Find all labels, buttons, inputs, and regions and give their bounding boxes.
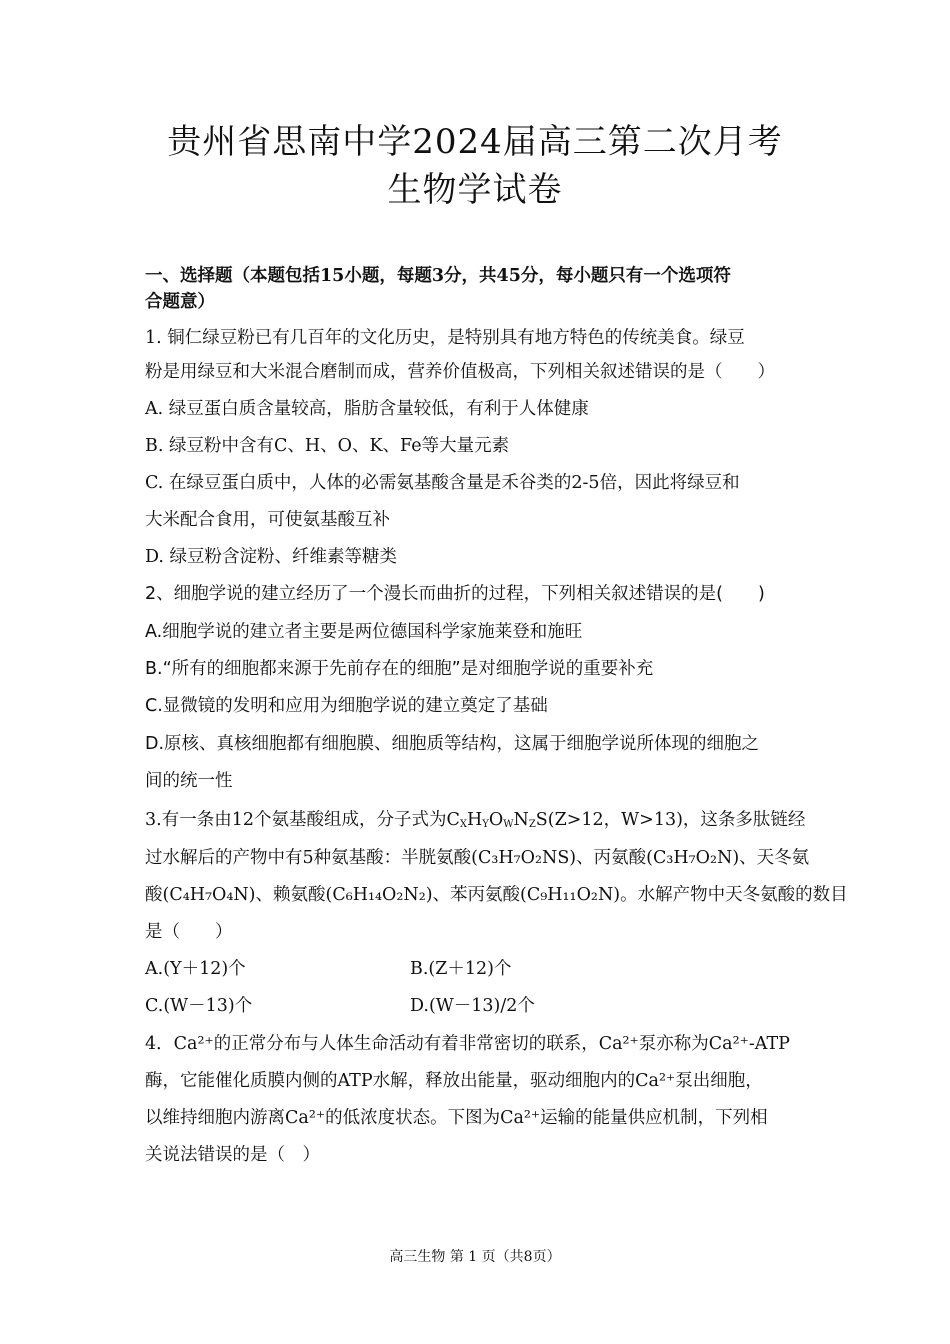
section-heading: 一、选择题（本题包括15小题，每题3分，共45分，每小题只有一个选项符 [145, 266, 731, 286]
q2-stem: 2、细胞学说的建立经历了一个漫长而曲折的过程，下列相关叙述错误的是( ) [145, 584, 765, 604]
exam-subtitle: 生物学试卷 [387, 170, 563, 210]
q1-option-c-continued: 大米配合食用，可使氨基酸互补 [145, 510, 390, 530]
section-heading-continued: 合题意） [145, 292, 215, 312]
q1-option-d: D. 绿豆粉含淀粉、纤维素等糖类 [145, 547, 398, 567]
q3-stem-text: 3.有一条由12个氨基酸组成，分子式为 [145, 810, 447, 830]
q1-option-b: B. 绿豆粉中含有C、H、O、K、Fe等大量元素 [145, 436, 510, 456]
q3-stem-continued-2: 酸(C₄H₇O₄N)、赖氨酸(C₆H₁₄O₂N₂)、苯丙氨酸(C₉H₁₁O₂N)。水解产物中天冬氨酸的数目 [145, 885, 848, 905]
q4-stem-continued-2: 以维持细胞内游离Ca²⁺的低浓度状态。下图为Ca²⁺运输的能量供应机制，下列相 [145, 1108, 768, 1128]
q3-stem-text-end: (Z>12，W>13)，这条多肽链经 [547, 810, 806, 830]
q3-formula: $C_XH_YO_WN_ZS$ [446, 810, 548, 830]
exam-title: 贵州省思南中学2024届高三第二次月考 [167, 122, 783, 162]
q3-stem-continued-3: 是（ ） [145, 922, 233, 942]
q2-option-c: C.显微镜的发明和应用为细胞学说的建立奠定了基础 [145, 696, 548, 716]
q3-option-c: C.(W－13)个 [145, 996, 253, 1016]
q1-stem: 1. 铜仁绿豆粉已有几百年的文化历史，是特别具有地方特色的传统美食。绿豆 [145, 328, 745, 348]
q3-stem [145, 806, 805, 834]
page-footer: 高三生物 第 1 页（共8页） [389, 1249, 561, 1265]
q4-stem: 4．Ca²⁺的正常分布与人体生命活动有着非常密切的联系，Ca²⁺泵亦称为Ca²⁺-ATP [145, 1034, 790, 1054]
q4-stem-continued: 酶，它能催化质膜内侧的ATP水解，释放出能量，驱动细胞内的Ca²⁺泵出细胞， [145, 1071, 763, 1091]
q1-option-c: C. 在绿豆蛋白质中，人体的必需氨基酸含量是禾谷类的2-5倍，因此将绿豆和 [145, 473, 740, 493]
q1-option-a: A. 绿豆蛋白质含量较高，脂肪含量较低，有利于人体健康 [145, 399, 589, 419]
q3-option-a: A.(Y＋12)个 [145, 959, 246, 979]
q2-option-b: B.“所有的细胞都来源于先前存在的细胞”是对细胞学说的重要补充 [145, 659, 654, 679]
q1-stem-continued: 粉是用绿豆和大米混合磨制而成，营养价值极高，下列相关叙述错误的是（ ） [145, 362, 775, 382]
q3-option-b: B.(Z＋12)个 [410, 959, 512, 979]
q2-option-d-continued: 间的统一性 [145, 771, 233, 791]
q3-stem-continued: 过水解后的产物中有5种氨基酸：半胱氨酸(C₃H₇O₂NS)、丙氨酸(C₃H₇O₂N)、天冬氨 [145, 848, 810, 868]
q2-option-d: D.原核、真核细胞都有细胞膜、细胞质等结构，这属于细胞学说所体现的细胞之 [145, 734, 760, 754]
q4-stem-continued-3: 关说法错误的是（ ） [145, 1145, 320, 1165]
q3-option-d: D.(W－13)/2个 [410, 996, 535, 1016]
q2-option-a: A.细胞学说的建立者主要是两位德国科学家施莱登和施旺 [145, 622, 583, 642]
